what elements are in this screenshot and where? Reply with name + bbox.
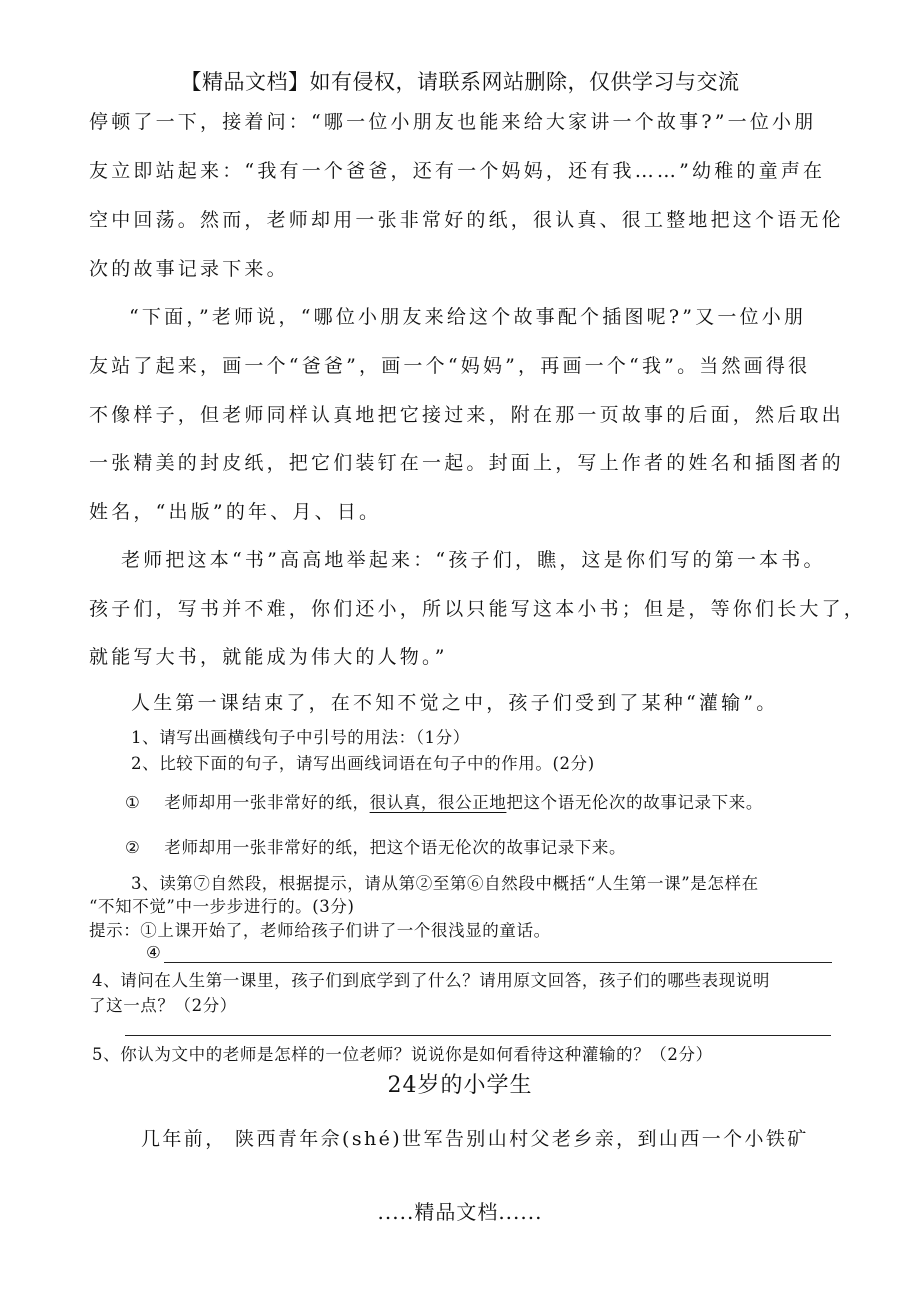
answer-line	[125, 1035, 831, 1036]
passage-line: 友站了起来，画一个“爸爸”，画一个“妈妈”，再画一个“我”。当然画得很	[89, 355, 811, 377]
section-title: 24岁的小学生	[387, 1073, 533, 1098]
question-5: 5、你认为文中的老师是怎样的一位老师？说说你是如何看待这种灌输的？（2分）	[92, 1045, 713, 1064]
question-3-line-2: “不知不觉”中一步步进行的。(3分)	[89, 897, 355, 916]
sentence-2	[125, 834, 626, 858]
sentence-1	[125, 789, 763, 813]
passage-line: 次的故事记录下来。	[89, 258, 289, 280]
passage-line: 一张精美的封皮纸，把它们装钉在一起。封面上，写上作者的姓名和插图者的	[89, 452, 844, 474]
question-2: 2、比较下面的句子，请写出画线词语在句子中的作用。(2分)	[131, 754, 595, 773]
question-1: 1、请写出画横线句子中引号的用法：（1分）	[131, 728, 470, 747]
passage-line: 姓名，“出版”的年、月、日。	[89, 501, 382, 523]
passage-line: 就能写大书，就能成为伟大的人物。”	[89, 646, 448, 668]
passage-line: 老师把这本“书”高高地举起来：“孩子们，瞧，这是你们写的第一本书。	[121, 549, 826, 571]
passage-line: 停顿了一下，接着问：“哪一位小朋友也能来给大家讲一个故事?”一位小朋	[89, 111, 817, 133]
question-4-line-1: 4、请问在人生第一课里，孩子们到底学到了什么？请用原文回答，孩子们的哪些表现说明	[92, 971, 770, 990]
sentence-2-mark: ②	[125, 838, 141, 857]
passage-line: 孩子们，写书并不难，你们还小，所以只能写这本小书；但是，等你们长大了，	[89, 598, 867, 620]
sentence-1-underlined: 很认真，很公正地	[369, 793, 507, 812]
answer-line	[164, 962, 832, 963]
hint-line: 提示：①上课开始了，老师给孩子们讲了一个很浅显的童话。	[89, 921, 551, 940]
passage-line: 友立即站起来：“我有一个爸爸，还有一个妈妈，还有我……”幼稚的童声在	[89, 160, 826, 182]
passage-line: 不像样子，但老师同样认真地把它接过来，附在那一页故事的后面，然后取出	[89, 404, 844, 426]
sentence-1-post: 把这个语无伦次的故事记录下来。	[506, 793, 763, 812]
sentence-2-text: 老师却用一张非常好的纸，把这个语无伦次的故事记录下来。	[164, 838, 627, 857]
document-footer: .....精品文档......	[377, 1200, 543, 1224]
question-3-line-1: 3、读第⑦自然段，根据提示，请从第②至第⑥自然段中概括“人生第一课”是怎样在	[131, 874, 759, 893]
document-header: 【精品文档】如有侵权，请联系网站删除，仅供学习与交流	[180, 70, 740, 94]
passage-line: 空中回荡。然而，老师却用一张非常好的纸，很认真、很工整地把这个语无伦	[89, 209, 844, 231]
question-4-line-2: 了这一点？（2分）	[89, 996, 237, 1015]
passage-line: “下面，”老师说，“哪位小朋友来给这个故事配个插图呢?”又一位小朋	[129, 306, 807, 328]
hint-mark: ④	[146, 943, 162, 962]
sentence-1-pre: 老师却用一张非常好的纸，	[164, 793, 370, 812]
passage-line: 人生第一课结束了，在不知不觉之中，孩子们受到了某种“灌输”。	[131, 692, 779, 714]
sentence-1-mark: ①	[125, 793, 141, 812]
section-first-line: 几年前， 陕西青年佘(shé)世军告别山村父老乡亲，到山西一个小铁矿	[141, 1128, 809, 1150]
